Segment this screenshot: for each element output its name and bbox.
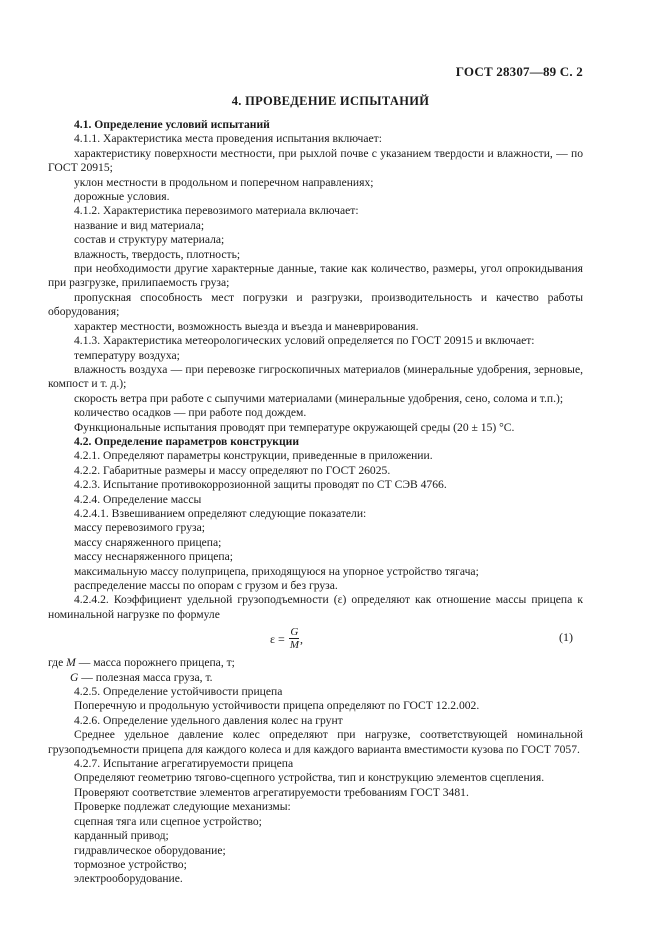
paragraph: 4.1.3. Характеристика метеорологических условий определяется по ГОСТ 20915 и включает: — [74, 334, 535, 348]
list-item: температуру воздуха; — [74, 348, 180, 362]
list-item: состав и структуру материала; — [74, 233, 225, 247]
list-item: пропускная способность мест погрузки и разгрузки, производительность и качество работы оборудования; — [48, 290, 583, 319]
where-label: где — [48, 656, 64, 670]
definition-text: — масса порожнего прицепа, т; — [75, 656, 235, 670]
list-item: тормозное устройство; — [74, 857, 187, 871]
paragraph: Проверке подлежат следующие механизмы: — [74, 800, 291, 814]
list-item: массу снаряженного прицепа; — [74, 535, 222, 549]
list-item: распределение массы по опорам с грузом и без груза. — [74, 579, 338, 592]
paragraph: Определяют геометрию тягово-сцепного устройства, тип и конструкцию элементов сцепления. — [74, 771, 545, 785]
paragraph: 4.2.3. Испытание противокоррозионной защиты проводят по СТ СЭВ 4766. — [74, 478, 447, 492]
section-title: 4. ПРОВЕДЕНИЕ ИСПЫТАНИЙ — [231, 94, 430, 108]
definition-line — [48, 656, 583, 670]
subsection-heading: 4.1. Определение условий испытаний — [74, 118, 270, 131]
list-item: количество осадков — при работе под дождем. — [74, 406, 307, 420]
variable-g: G — [70, 670, 79, 684]
paragraph: 4.2.4. Определение массы — [74, 492, 202, 506]
list-item: массу неснаряженного прицепа; — [74, 550, 234, 564]
list-item: характер местности, возможность выезда и въезда и маневрирования. — [74, 319, 419, 333]
list-item: влажность, твердость, плотность; — [74, 247, 241, 261]
list-item: карданный привод; — [74, 829, 169, 843]
definition-text: — полезная масса груза, т. — [78, 670, 213, 684]
paragraph: Среднее удельное давление колес определяют при нагрузке, соответствующей номинальной грузоподъемности прицепа для каждого колеса и для каждого варианта вместимости кузова по ГОСТ 7057. — [48, 728, 583, 756]
formula-fraction — [289, 626, 300, 651]
running-header: ГОСТ 28307—89 С. 2 — [455, 64, 583, 79]
formula-row — [48, 622, 583, 656]
paragraph: Проверяют соответствие элементов агрегатируемости требованиям ГОСТ 3481. — [74, 785, 469, 799]
formula-tail: , — [299, 631, 303, 646]
body-text — [48, 118, 583, 887]
paragraph: 4.2.7. Испытание агрегатируемости прицепа — [74, 757, 294, 771]
list-item: при необходимости другие характерные данные, такие как количество, размеры, угол опрокидывания при разгрузке, прилипаемость груза; — [48, 262, 583, 290]
paragraph: 4.1.2. Характеристика перевозимого материала включает: — [74, 204, 359, 218]
paragraph: Поперечную и продольную устойчивости прицепа определяют по ГОСТ 12.2.002. — [74, 699, 480, 713]
paragraph: 4.2.4.2. Коэффициент удельной грузоподъемности (ε) определяют как отношение массы прицепа к номинальной нагрузке по формуле — [48, 593, 583, 621]
list-item: характеристику поверхности местности, при рыхлой почве с указанием твердости и влажности, — по ГОСТ 20915; — [48, 146, 583, 175]
formula — [270, 626, 303, 651]
paragraph: 4.2.5. Определение устойчивости прицепа — [74, 685, 283, 699]
list-item: скорость ветра при работе с сыпучими материалами (минеральные удобрения, сено, солома и т.п.); — [74, 391, 564, 405]
list-item: название и вид материала; — [74, 218, 205, 232]
equation-number: (1) — [559, 630, 573, 645]
paragraph: 4.2.6. Определение удельного давления колес на грунт — [74, 713, 343, 727]
formula-denominator: M — [289, 639, 299, 652]
subsection-heading: 4.2. Определение параметров конструкции — [74, 434, 300, 448]
list-item: влажность воздуха — при перевозке гигроскопичных материалов (минеральные удобрения, зерновые, компост и т. д.); — [48, 362, 583, 391]
paragraph: 4.2.4.1. Взвешиванием определяют следующие показатели: — [74, 506, 367, 520]
formula-lhs: ε = — [270, 631, 285, 646]
paragraph: 4.1.1. Характеристика места проведения испытания включает: — [74, 132, 382, 146]
variable-m: M — [66, 656, 76, 670]
paragraph: 4.2.2. Габаритные размеры и массу определяют по ГОСТ 26025. — [74, 463, 391, 477]
definition-line — [48, 671, 583, 685]
list-item: сцепная тяга или сцепное устройство; — [74, 814, 262, 828]
list-item: гидравлическое оборудование; — [74, 843, 226, 857]
list-item: массу перевозимого груза; — [74, 521, 205, 535]
list-item: электрооборудование. — [74, 872, 183, 886]
list-item: дорожные условия. — [74, 190, 170, 204]
formula-numerator: G — [290, 626, 299, 639]
list-item: максимальную массу полуприцепа, приходящуюся на упорное устройство тягача; — [74, 564, 479, 578]
paragraph: Функциональные испытания проводят при температуре окружающей среды (20 ± 15) °С. — [74, 420, 515, 434]
list-item: уклон местности в продольном и поперечном направлениях; — [74, 175, 374, 189]
paragraph: 4.2.1. Определяют параметры конструкции, приведенные в приложении. — [74, 449, 433, 463]
